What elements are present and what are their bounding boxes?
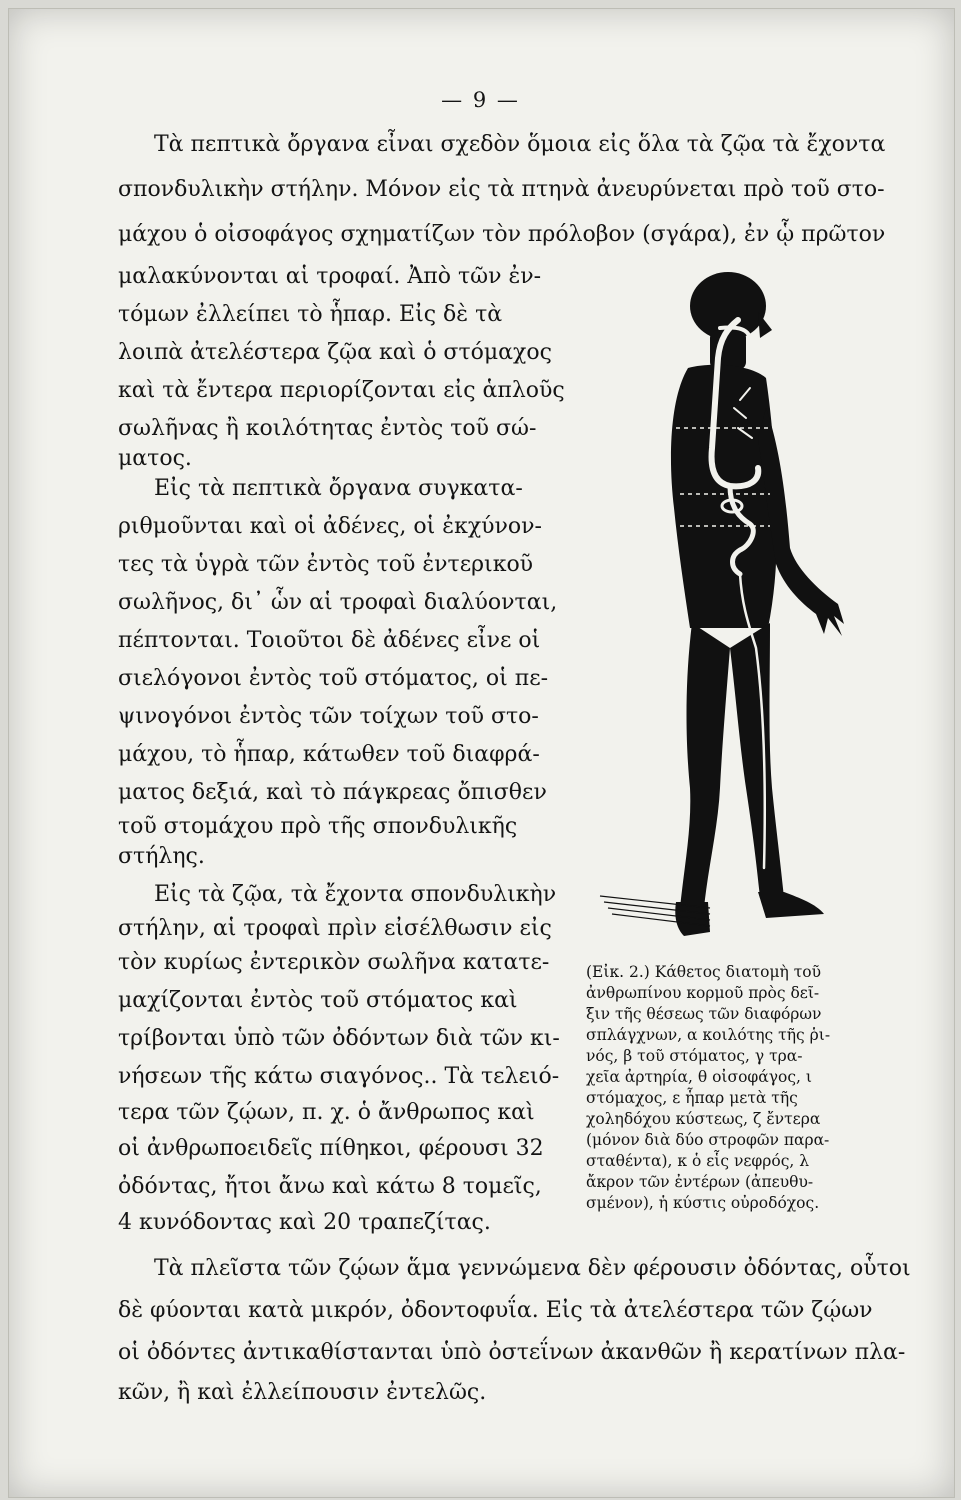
- text-line: Εἰς τὰ πεπτικὰ ὄργανα συγκατα-: [154, 476, 523, 501]
- text-line: σωλῆνας ἢ κοιλότητας ἐντὸς τοῦ σώ-: [118, 416, 537, 441]
- caption-line: σμένον), ἡ κύστις οὐροδόχος.: [586, 1194, 820, 1212]
- text-line: πέπτονται. Τοιοῦτοι δὲ ἀδένες εἶνε οἱ: [118, 628, 541, 653]
- text-line: ματος.: [118, 446, 192, 471]
- caption-line: (μόνον διὰ δύο στροφῶν παρα-: [586, 1131, 830, 1149]
- text-line: ὀδόντας, ἤτοι ἄνω καὶ κάτω 8 τομεῖς,: [118, 1174, 542, 1199]
- caption-line: νός, β τοῦ στόματος, γ τρα-: [586, 1047, 803, 1065]
- text-line: Εἰς τὰ ζῷα, τὰ ἔχοντα σπονδυλικὴν: [154, 882, 557, 907]
- text-line: Τὰ πεπτικὰ ὄργανα εἶναι σχεδὸν ὅμοια εἰς ὅλα τὰ ζῷα τὰ ἔχοντα: [154, 132, 886, 157]
- text-line: κῶν, ἢ καὶ ἐλλείπουσιν ἐντελῶς.: [118, 1380, 487, 1405]
- text-line: οἱ ἀνθρωποειδεῖς πίθηκοι, φέρουσι 32: [118, 1136, 544, 1161]
- page-number: — 9 —: [441, 88, 520, 112]
- text-line: σπονδυλικὴν στήλην. Μόνον εἰς τὰ πτηνὰ ἀνευρύνεται πρὸ τοῦ στο-: [118, 177, 885, 202]
- text-line: στήλην, αἱ τροφαὶ πρὶν εἰσέλθωσιν εἰς: [118, 916, 552, 941]
- text-line: μαλακύνονται αἱ τροφαί. Ἀπὸ τῶν ἐν-: [118, 264, 542, 289]
- figure-caption: [586, 962, 876, 1214]
- text-line: οἱ ὀδόντες ἀντικαθίστανται ὑπὸ ὀστεΐνων ἀκανθῶν ἢ κερατίνων πλα-: [118, 1340, 906, 1365]
- text-line: 4 κυνόδοντας καὶ 20 τραπεζίτας.: [118, 1210, 491, 1235]
- caption-line: σπλάγχνων, α κοιλότης τῆς ῥι-: [586, 1026, 831, 1044]
- text-line: σιελόγονοι ἐντὸς τοῦ στόματος, οἱ πε-: [118, 666, 549, 691]
- text-line: λοιπὰ ἀτελέστερα ζῷα καὶ ὁ στόμαχος: [118, 340, 552, 365]
- text-line: τρίβονται ὑπὸ τῶν ὀδόντων διὰ τῶν κι-: [118, 1026, 560, 1051]
- text-line: τὸν κυρίως ἐντερικὸν σωλῆνα κατατε-: [118, 950, 550, 975]
- text-line: τες τὰ ὑγρὰ τῶν ἐντὸς τοῦ ἐντερικοῦ: [118, 552, 534, 577]
- text-line: νήσεων τῆς κάτω σιαγόνος.. Τὰ τελειό-: [118, 1064, 560, 1089]
- text-line: τερα τῶν ζῴων, π. χ. ὁ ἄνθρωπος καὶ: [118, 1100, 535, 1125]
- text-line: δὲ φύονται κατὰ μικρόν, ὀδοντοφυΐα. Εἰς τὰ ἀτελέστερα τῶν ζῴων: [118, 1298, 873, 1323]
- text-line: σωλῆνος, δι᾽ ὧν αἱ τροφαὶ διαλύονται,: [118, 590, 558, 615]
- text-line: ψινογόνοι ἐντὸς τῶν τοίχων τοῦ στο-: [118, 704, 539, 729]
- text-line: ριθμοῦνται καὶ οἱ ἀδένες, οἱ ἐκχύνον-: [118, 514, 542, 539]
- text-line: μάχου ὁ οἰσοφάγος σχηματίζων τὸν πρόλοβον (σγάρα), ἐν ᾧ πρῶτον: [118, 222, 886, 247]
- text-line: μαχίζονται ἐντὸς τοῦ στόματος καὶ: [118, 988, 518, 1013]
- text-line: στήλης.: [118, 844, 205, 869]
- text-line: τοῦ στομάχου πρὸ τῆς σπονδυλικῆς: [118, 814, 518, 839]
- caption-line: ξιν τῆς θέσεως τῶν διαφόρων: [586, 1005, 822, 1023]
- text-line: καὶ τὰ ἔντερα περιορίζονται εἰς ἁπλοῦς: [118, 378, 565, 403]
- text-line: ματος δεξιά, καὶ τὸ πάγκρεας ὄπισθεν: [118, 780, 547, 805]
- text-line: τόμων ἐλλείπει τὸ ἧπαρ. Εἰς δὲ τὰ: [118, 302, 503, 327]
- text-line: μάχου, τὸ ἧπαρ, κάτωθεν τοῦ διαφρά-: [118, 742, 540, 767]
- caption-line: ἀνθρωπίνου κορμοῦ πρὸς δεῖ-: [586, 984, 820, 1002]
- caption-line: χεῖα ἀρτηρία, θ οἰσοφάγος, ι: [586, 1068, 812, 1086]
- caption-line: ἄκρον τῶν ἐντέρων (ἀπευθυ-: [586, 1173, 814, 1191]
- caption-line: χοληδόχου κύστεως, ζ ἔντερα: [586, 1110, 821, 1128]
- caption-line: σταθέντα), κ ὁ εἷς νεφρός, λ: [586, 1152, 810, 1170]
- caption-line: στόμαχος, ε ἧπαρ μετὰ τῆς: [586, 1089, 798, 1107]
- caption-line: (Εἰκ. 2.) Κάθετος διατομὴ τοῦ: [586, 963, 822, 981]
- text-line: Τὰ πλεῖστα τῶν ζῴων ἅμα γεννώμενα δὲν φέρουσιν ὀδόντας, οὗτοι: [154, 1256, 911, 1281]
- anatomy-figure: [580, 268, 880, 948]
